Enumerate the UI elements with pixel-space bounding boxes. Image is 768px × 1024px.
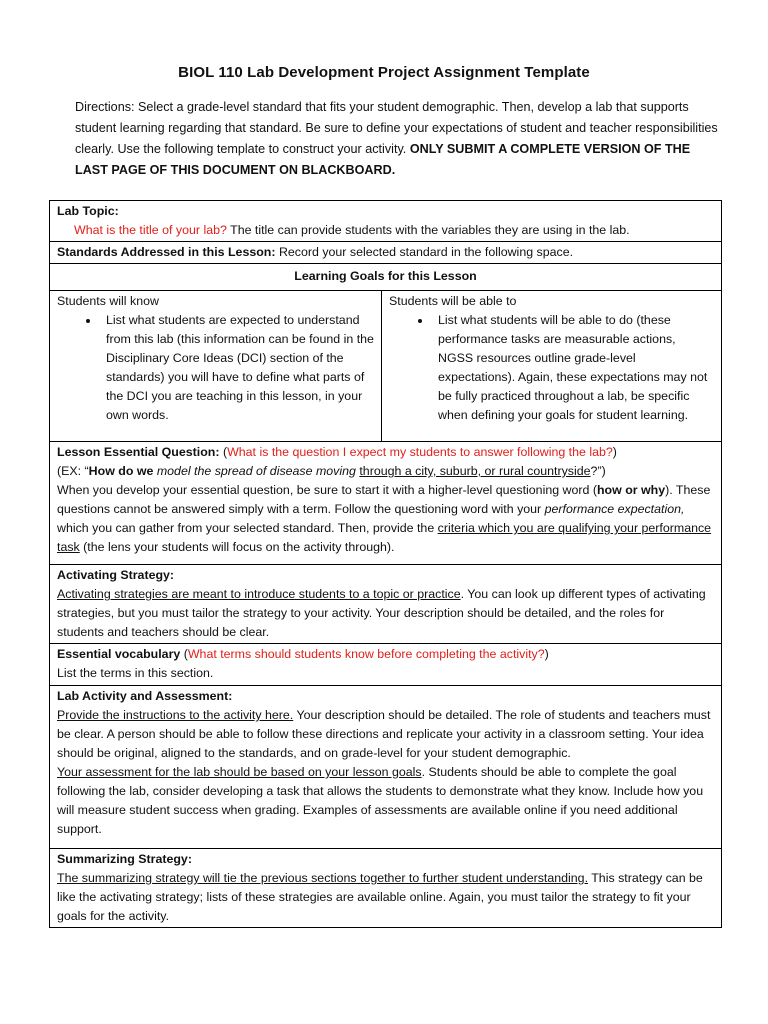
vocabulary-text: List the terms in this section. xyxy=(57,666,214,680)
eq-part-1-bold: how or why xyxy=(596,483,666,497)
students-will-be-able-item: • List what students will be able to do (these performance tasks are measurable actions, NGSS resources outline grade-level expectations). Again, these expectations may not be fully practiced throughout a lab, be specific when defining your goals for student learning. xyxy=(432,311,714,425)
students-will-know-title: Students will know xyxy=(57,294,159,308)
essential-question-open-paren: ( xyxy=(219,445,228,459)
document-title: BIOL 110 Lab Development Project Assignment Template xyxy=(178,64,590,81)
vocabulary-row xyxy=(50,644,722,686)
activating-strategy-row xyxy=(50,565,722,644)
vocabulary-question: What terms should students know before completing the activity? xyxy=(187,647,545,661)
lab-topic-line xyxy=(57,221,714,240)
example-prefix: (EX: “ xyxy=(57,464,89,478)
lab-activity-row xyxy=(50,686,722,849)
standards-cell xyxy=(50,242,722,264)
summarizing-strategy-text: This strategy can be like the activating strategy; lists of these strategies are available online. Again, you must tailor the strategy to fit your goals for the activity. xyxy=(57,871,703,923)
eq-part-2-italic: performance expectation, xyxy=(544,502,685,516)
summarizing-strategy-underline: The summarizing strategy will tie the previous sections together to further student understanding. xyxy=(57,871,589,885)
vocabulary-open-paren: ( xyxy=(180,647,188,661)
essential-question-row xyxy=(50,442,722,565)
essential-question-close-paren: ) xyxy=(612,445,617,459)
lab-topic-question: What is the title of your lab? xyxy=(74,223,227,237)
essential-question-example xyxy=(57,464,606,478)
students-will-know-list xyxy=(57,311,374,425)
learning-goals-header: Learning Goals for this Lesson xyxy=(50,264,722,291)
directions-paragraph xyxy=(75,97,720,181)
vocabulary-cell xyxy=(50,644,722,686)
eq-part-2: ). These questions cannot be answered simply with a term. Follow the questioning word with your xyxy=(57,483,711,516)
lab-topic-label: Lab Topic: xyxy=(57,204,119,218)
summarizing-strategy-row xyxy=(50,849,722,928)
essential-question-cell xyxy=(50,442,722,565)
directions-text: Select a grade-level standard that fits your student demographic. Then, develop a lab that supports student learning regarding that standard. Be sure to define your expectations of student and teacher responsibilities clearly. Use the following template to construct your activity. xyxy=(75,100,718,156)
eq-part-4: (the lens your students will focus on the activity through). xyxy=(79,540,395,554)
activating-strategy-label: Activating Strategy: xyxy=(57,568,175,582)
summarizing-strategy-cell xyxy=(50,849,722,928)
vocabulary-label: Essential vocabulary xyxy=(57,647,181,661)
students-will-know-cell xyxy=(50,291,382,442)
summarizing-strategy-label: Summarizing Strategy: xyxy=(57,852,192,866)
eq-part-3-underline: criteria which you are qualifying your performance task xyxy=(57,521,712,554)
directions-label: Directions: xyxy=(75,100,135,114)
vocabulary-close-paren: ) xyxy=(544,647,549,661)
activating-strategy-underline: Activating strategies are meant to introduce students to a topic or practice xyxy=(57,587,461,601)
learning-goals-row xyxy=(50,291,722,442)
example-italic: model the spread of disease moving xyxy=(156,464,356,478)
students-will-be-able-list xyxy=(389,311,714,425)
lab-activity-text-2: . Students should be able to complete the goal following the lab, consider developing a task that allows the students to demonstrate what they know. Include how you will measure student success when grading. Examples of assessments are available online if you need additional support. xyxy=(57,765,704,836)
lab-topic-text: The title can provide students with the variables they are using in the lab. xyxy=(226,223,630,237)
learning-goals-header-row xyxy=(50,264,722,291)
students-will-know-item: • List what students are expected to understand from this lab (this information can be found in the Disciplinary Core Ideas (DCI) section of the standards) you will have to define what parts of the DCI you are teaching in this lesson, in your own words. xyxy=(100,311,374,425)
activating-strategy-cell xyxy=(50,565,722,644)
lab-activity-underline-1: Provide the instructions to the activity here. xyxy=(57,708,294,722)
lab-topic-row xyxy=(50,201,722,242)
eq-part-1: When you develop your essential question, be sure to start it with a higher-level questioning word ( xyxy=(57,483,597,497)
essential-question-instructions xyxy=(57,483,711,554)
students-will-be-able-cell xyxy=(382,291,722,442)
eq-part-3: which you can gather from your selected standard. Then, provide the xyxy=(57,521,438,535)
lab-topic-cell xyxy=(50,201,722,242)
example-bold: How do we xyxy=(88,464,154,478)
lab-activity-underline-2: Your assessment for the lab should be based on your lesson goals xyxy=(57,765,422,779)
essential-question-label: Lesson Essential Question: xyxy=(57,445,220,459)
example-suffix: ?”) xyxy=(590,464,606,478)
standards-text: Record your selected standard in the following space. xyxy=(275,245,574,259)
essential-question-question: What is the question I expect my students to answer following the lab? xyxy=(227,445,613,459)
standards-label: Standards Addressed in this Lesson: xyxy=(57,245,276,259)
lab-template-table xyxy=(49,200,722,928)
example-underline: through a city, suburb, or rural countryside xyxy=(359,464,591,478)
standards-row xyxy=(50,242,722,264)
students-will-be-able-title: Students will be able to xyxy=(389,294,517,308)
lab-activity-text-1: Your description should be detailed. The role of students and teachers must be clear. A person should be able to follow these directions and replicate your activity in a classroom setting. Your idea should be original, aligned to the standards, and on grade-level for your student demographic. xyxy=(57,708,711,760)
lab-activity-label: Lab Activity and Assessment: xyxy=(57,689,233,703)
lab-activity-cell xyxy=(50,686,722,849)
directions-emphasis: ONLY SUBMIT A COMPLETE VERSION OF THE LAST PAGE OF THIS DOCUMENT ON BLACKBOARD. xyxy=(75,142,691,177)
activating-strategy-text: . You can look up different types of activating strategies, but you must tailor the strategy to your activity. Your description should be detailed, and the roles for students and teachers should be clear. xyxy=(57,587,706,639)
